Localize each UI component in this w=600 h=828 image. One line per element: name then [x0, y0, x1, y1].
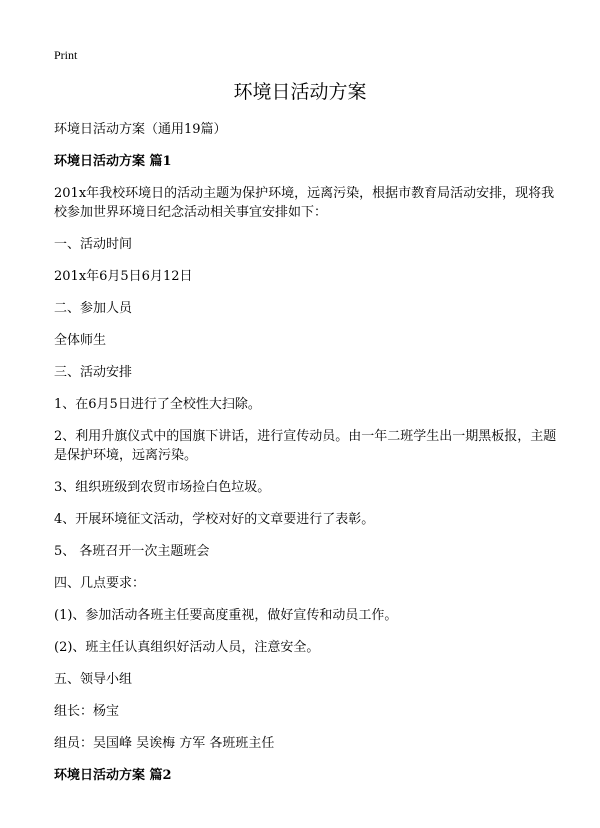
document-subtitle: 环境日活动方案（通用19篇） [54, 122, 227, 137]
activity-time-heading: 一、活动时间 [54, 237, 133, 252]
requirement-item: (1)、参加活动各班主任要高度重视，做好宣传和动员工作。 [54, 608, 398, 623]
section-heading-2: 环境日活动方案 篇2 [54, 768, 172, 783]
activity-time-value: 201x年6月5日6月12日 [54, 269, 193, 284]
requirements-heading: 四、几点要求： [54, 576, 146, 591]
participants-heading: 二、参加人员 [54, 301, 133, 316]
arrangement-item: 3、组织班级到农贸市场捡白色垃圾。 [54, 480, 271, 495]
arrangement-heading: 三、活动安排 [54, 365, 133, 380]
intro-paragraph: 201x年我校环境日的活动主题为保护环境，远离污染，根据市教育局活动安排，现将我校参加世界环境日纪念活动相关事宜安排如下： [54, 186, 555, 220]
page-title: 环境日活动方案 [233, 81, 367, 103]
participants-value: 全体师生 [54, 333, 107, 348]
arrangement-item: 1、在6月5日进行了全校性大扫除。 [54, 397, 261, 412]
leader-line: 组长：杨宝 [54, 704, 120, 719]
print-label: Print [54, 48, 78, 62]
requirement-item: (2)、班主任认真组织好活动人员，注意安全。 [54, 640, 320, 655]
arrangement-item: 5、 各班召开一次主题班会 [54, 544, 210, 559]
document-body [54, 120, 559, 798]
members-line: 组员：吴国峰 吴诶梅 方军 各班班主任 [54, 736, 275, 751]
arrangement-item: 4、开展环境征文活动，学校对好的文章要进行了表彰。 [54, 512, 375, 527]
section-heading-1: 环境日活动方案 篇1 [54, 154, 172, 169]
arrangement-item: 2、利用升旗仪式中的国旗下讲话，进行宣传动员。由一年二班学生出一期黑板报，主题是保护环境，远离污染。 [54, 429, 557, 463]
leadership-heading: 五、领导小组 [54, 672, 133, 687]
